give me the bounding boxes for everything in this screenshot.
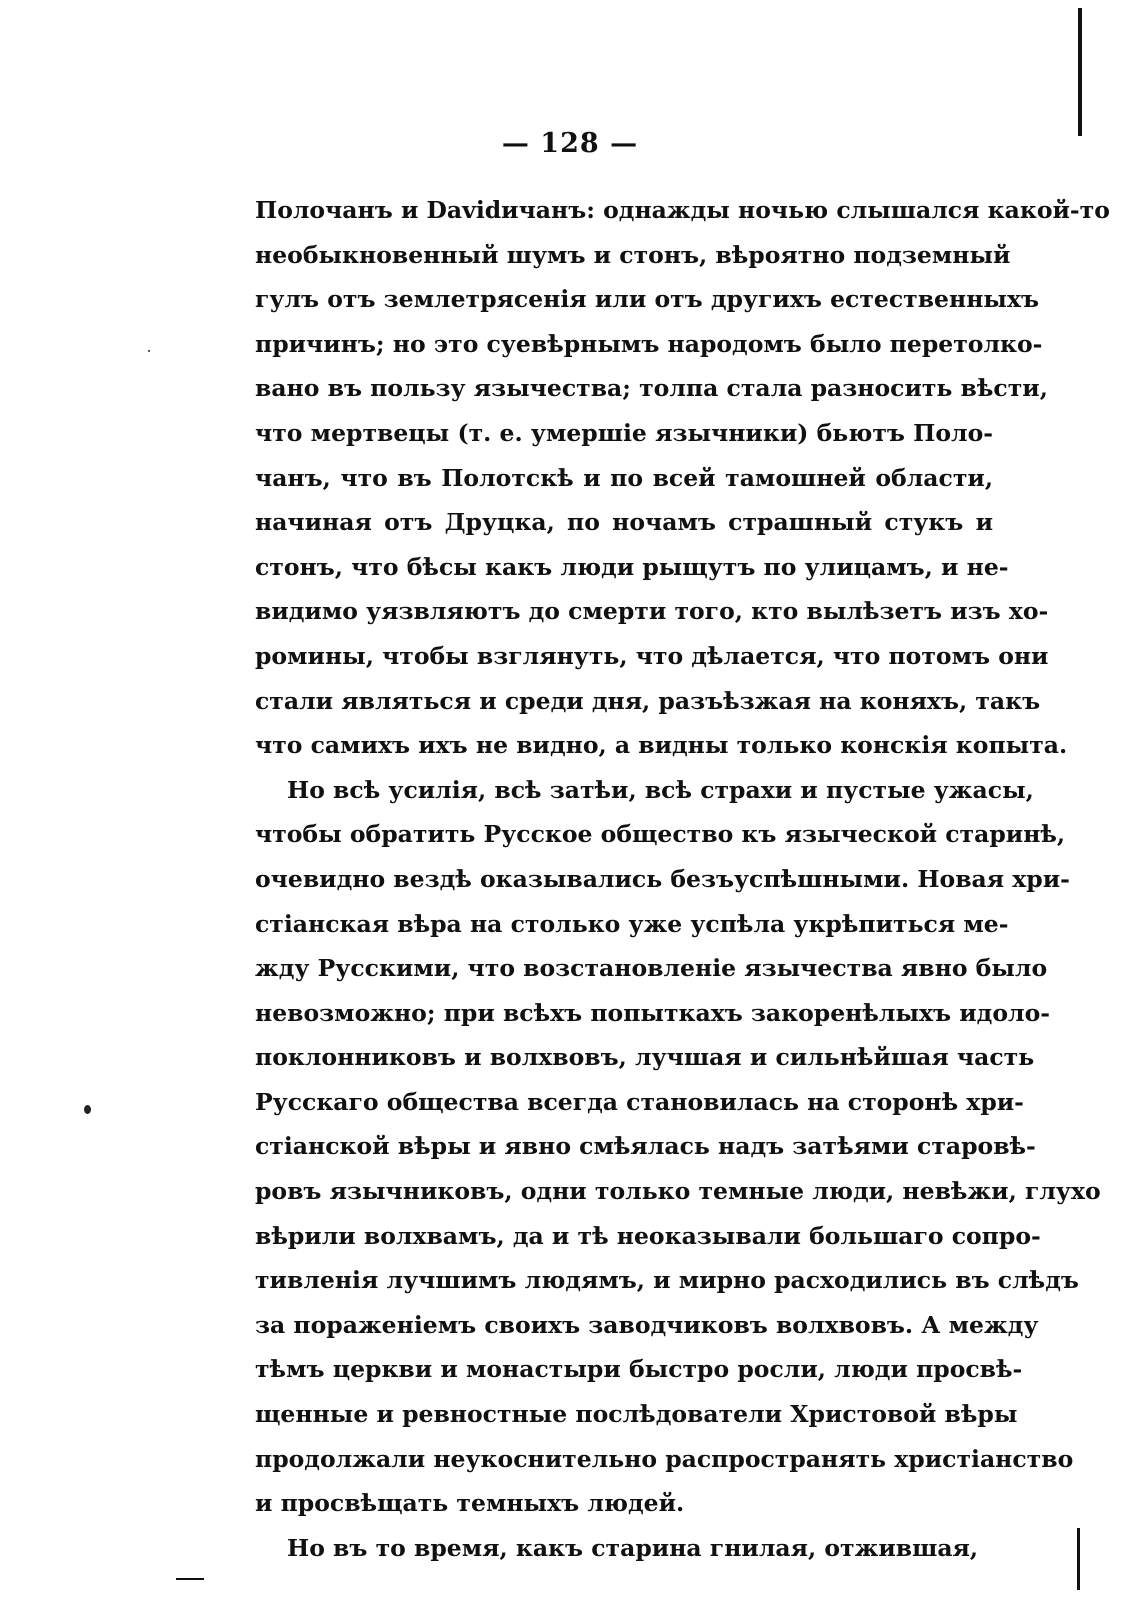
text-line: ромины, чтобы взглянуть, что дѣлается, что потомъ они (255, 641, 1049, 670)
text-line: чанъ, что въ Полотскѣ и по всей тамошней области, (255, 463, 993, 492)
text-line: стіанской вѣры и явно смѣялась надъ затѣями старовѣ- (255, 1132, 1036, 1161)
text-line: щенные и ревностные послѣдователи Христовой вѣры (255, 1400, 1018, 1429)
text-line: Но всѣ усилія, всѣ затѣи, всѣ страхи и пустые ужасы, (287, 775, 1034, 804)
text-line: причинъ; но это суевѣрнымъ народомъ было перетолко- (255, 329, 1043, 358)
text-line: очевидно вездѣ оказывались безъуспѣшными. Новая хри- (255, 864, 1070, 893)
text-line: тѣмъ церкви и монастыри быстро росли, люди просвѣ- (255, 1355, 1023, 1384)
text-line: стонъ, что бѣсы какъ люди рыщутъ по улицамъ, и не- (255, 552, 1009, 581)
text-line: необыкновенный шумъ и стонъ, вѣроятно подземный (255, 240, 1011, 269)
text-line: вѣрили волхвамъ, да и тѣ неоказывали большаго сопро- (255, 1221, 1041, 1250)
text-line: что самихъ ихъ не видно, а видны только конскія копыта. (255, 731, 1068, 760)
text-line: продолжали неукоснительно распространять христіанство (255, 1444, 1074, 1473)
scan-edge-top (1078, 8, 1082, 136)
text-line: стали являться и среди дня, разъѣзжая на коняхъ, такъ (255, 686, 1041, 715)
page-number: — 128 — (501, 128, 639, 159)
text-line: Полочанъ и Davidичанъ: однажды ночью слышался какой-то (255, 196, 1110, 224)
text-line: Но въ то время, какъ старина гнилая, отжившая, (287, 1533, 979, 1562)
ink-speck (84, 1105, 91, 1114)
text-line: стіанская вѣра на столько уже успѣла укрѣпиться ме- (255, 909, 1009, 938)
text-line: ровъ язычниковъ, одни только темные люди, невѣжи, глухо (255, 1177, 1101, 1206)
text-line: невозможно; при всѣхъ попыткахъ закоренѣлыхъ идоло- (255, 998, 1051, 1027)
text-line: Русскаго общества всегда становилась на сторонѣ хри- (255, 1087, 1024, 1116)
scan-edge-bottom (1077, 1528, 1080, 1590)
text-line: тивленія лучшимъ людямъ, и мирно расходились въ слѣдъ (255, 1266, 1079, 1295)
text-line: за пораженіемъ своихъ заводчиковъ волхвовъ. А между (255, 1310, 1039, 1339)
text-line: что мертвецы (т. е. умершіе язычники) бьютъ Поло- (255, 418, 993, 447)
text-line: жду Русскими, что возстановленіе язычества явно было (255, 954, 1048, 983)
text-line: гулъ отъ землетрясенія или отъ другихъ естественныхъ (255, 285, 1039, 314)
text-line: видимо уязвляютъ до смерти того, кто вылѣзетъ изъ хо- (255, 597, 1049, 626)
body-text (255, 188, 1110, 1570)
text-line: вано въ пользу язычества; толпа стала разносить вѣсти, (255, 374, 1048, 403)
ink-speck (148, 350, 150, 352)
text-line: поклонниковъ и волхвовъ, лучшая и сильнѣйшая часть (255, 1043, 1035, 1072)
text-line: чтобы обратить Русское общество къ языческой старинѣ, (255, 820, 1066, 849)
scan-mark-bottom-left (176, 1578, 204, 1580)
text-line: и просвѣщать темныхъ людей. (255, 1489, 685, 1518)
text-line: начиная отъ Друцка, по ночамъ страшный стукъ и (255, 508, 993, 537)
